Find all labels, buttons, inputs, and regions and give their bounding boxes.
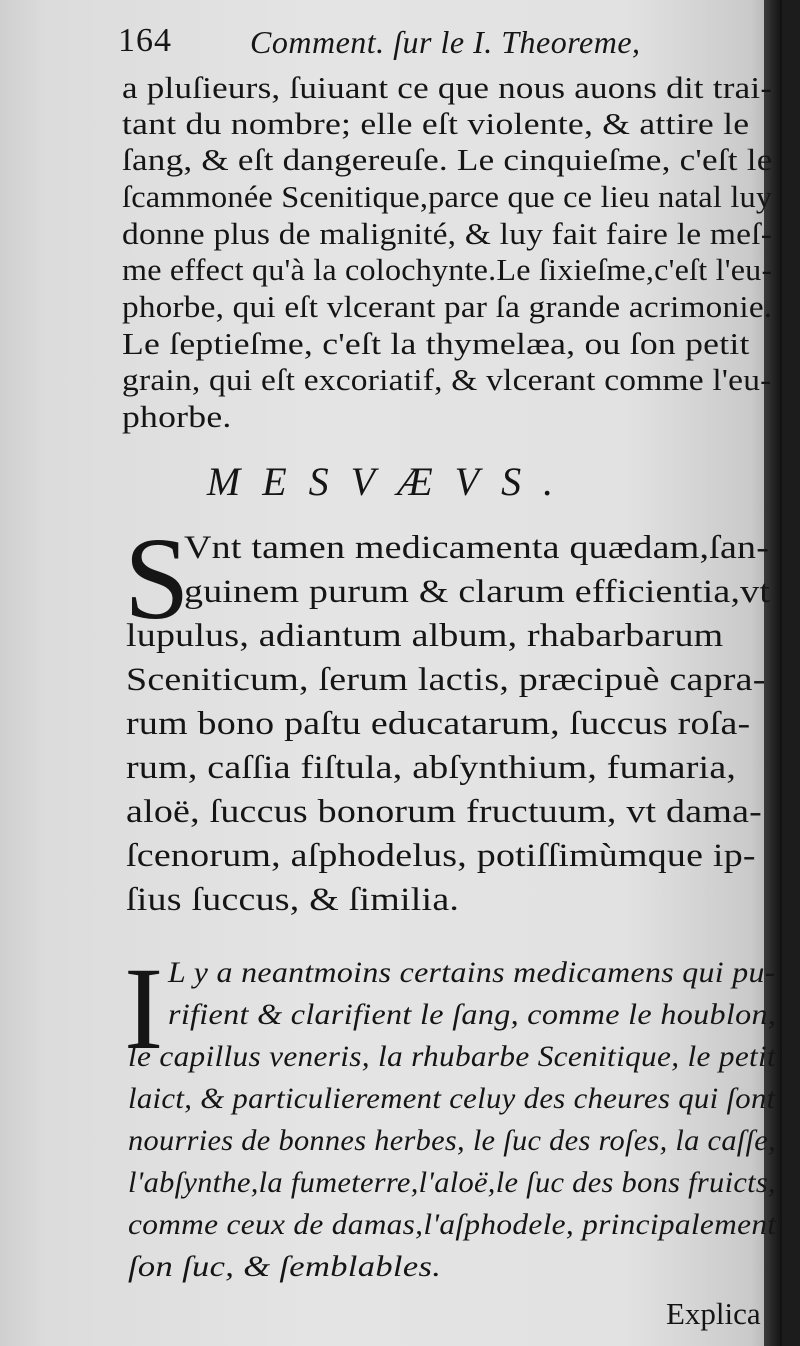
page-number: 164 bbox=[118, 22, 172, 59]
text-line: ſcenorum, aſphodelus, potiſſimùmque ip- bbox=[126, 838, 756, 874]
running-head: Comment. ſur le I. Theoreme, bbox=[250, 24, 641, 60]
text-line: ſon ſuc, & ſemblables. bbox=[128, 1250, 442, 1283]
text-line: L y a neantmoins certains medicamens qui pu- bbox=[168, 956, 776, 989]
text-line: guinem purum & clarum efficientia,vt bbox=[184, 574, 771, 610]
text-line: ſang, & eſt dangereuſe. Le cinquieſme, c'eſt le bbox=[122, 142, 773, 177]
text-line: lupulus, adiantum album, rhabarbarum bbox=[126, 618, 724, 654]
text-line: nourries de bonnes herbes, le ſuc des roſes, la caſſe, bbox=[128, 1124, 776, 1157]
text-line: phorbe. bbox=[122, 399, 232, 434]
text-line: laict, & particulierement celuy des cheures qui ſont bbox=[128, 1082, 776, 1115]
text-line: Le ſeptieſme, c'eſt la thymelæa, ou ſon petit bbox=[122, 326, 750, 361]
text-line: rum, caſſia fiſtula, abſynthium, fumaria, bbox=[126, 750, 737, 786]
text-line: ſius ſuccus, & ſimilia. bbox=[126, 882, 460, 918]
drop-capital: I bbox=[124, 943, 164, 1074]
text-line: rum bono paſtu educatarum, ſuccus roſa- bbox=[126, 706, 751, 742]
text-line: donne plus de malignité, & luy fait faire le meſ- bbox=[122, 216, 773, 251]
text-line: me effect qu'à la colochynte.Le ſixieſme,c'eſt l'eu- bbox=[122, 252, 773, 287]
page-header bbox=[118, 22, 738, 68]
text-line: a pluſieurs, ſuiuant ce que nous auons dit trai- bbox=[122, 70, 773, 105]
text-line: grain, qui eſt excoriatif, & vlcerant comme l'eu- bbox=[122, 362, 772, 397]
text-line: ſcammonée Scenitique,parce que ce lieu natal luy bbox=[122, 179, 773, 214]
text-line: tant du nombre; elle eſt violente, & attire le bbox=[122, 106, 750, 141]
french-paragraph-top bbox=[122, 70, 772, 450]
section-heading: MESVÆVS. bbox=[206, 459, 576, 504]
text-line: comme ceux de damas,l'aſphodele, principalement bbox=[128, 1208, 777, 1241]
latin-paragraph bbox=[126, 530, 776, 920]
drop-capital: S bbox=[124, 513, 190, 644]
text-line: Sceniticum, ſerum lactis, præcipuè capra- bbox=[126, 662, 766, 698]
catchword: Explica bbox=[666, 1296, 761, 1331]
text-line: l'abſynthe,la fumeterre,l'aloë,le ſuc des bons fruicts, bbox=[128, 1166, 776, 1199]
text-line: phorbe, qui eſt vlcerant par ſa grande acrimonie. bbox=[122, 289, 773, 324]
text-line: Vnt tamen medicamenta quædam,ſan- bbox=[184, 530, 770, 566]
french-paragraph-bottom bbox=[128, 956, 776, 1296]
text-line: le capillus veneris, la rhubarbe Scenitique, le petit bbox=[128, 1040, 777, 1073]
text-line: rifient & clarifient le ſang, comme le houblon, bbox=[168, 998, 777, 1031]
text-line: aloë, ſuccus bonorum fructuum, vt dama- bbox=[126, 794, 763, 830]
